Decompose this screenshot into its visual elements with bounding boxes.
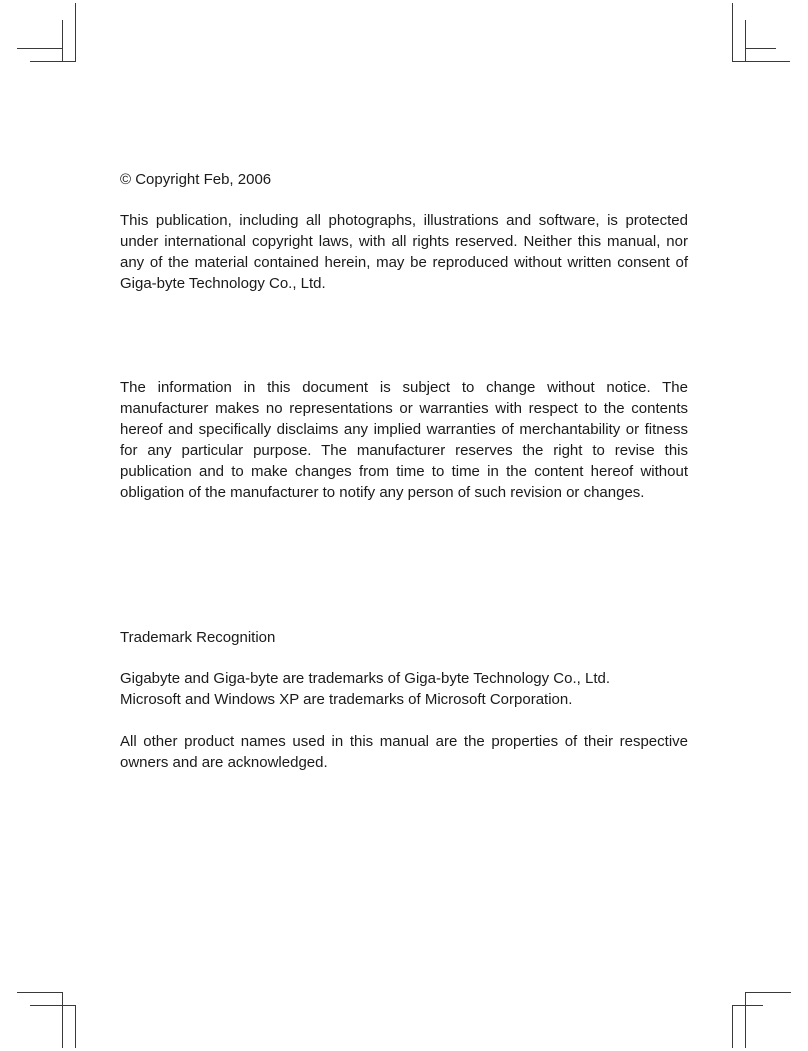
crop-mark-bottom-left-outer-horizontal [30, 1005, 76, 1006]
copyright-statement: This publication, including all photographs, illustrations and software, is protected under international copyright laws, with all rights reserved. Neither this manual, nor any of the material contained herein, may be reproduced without written consent of Giga-byte Technology Co., Ltd. [120, 212, 688, 292]
crop-mark-top-left-horizontal [17, 48, 63, 49]
crop-mark-top-right-outer-horizontal [732, 61, 790, 62]
copyright-line: © Copyright Feb, 2006 [120, 171, 272, 188]
crop-mark-top-right-horizontal [745, 48, 776, 49]
crop-mark-bottom-right-outer-horizontal [732, 1005, 763, 1006]
crop-mark-top-left-outer-horizontal [30, 61, 76, 62]
crop-mark-top-right-vertical [732, 3, 733, 61]
trademark-gigabyte: Gigabyte and Giga-byte are trademarks of Giga-byte Technology Co., Ltd. [120, 670, 610, 687]
trademark-other-products: All other product names used in this manual are the properties of their respective owners and are acknowledged. [120, 733, 688, 771]
crop-mark-top-right-inner-vertical [745, 20, 746, 61]
crop-mark-bottom-left-inner-vertical [62, 992, 63, 1048]
crop-mark-bottom-left-vertical [75, 1005, 76, 1048]
disclaimer-paragraph: The information in this document is subject to change without notice. The manufacturer makes no representations or warranties with respect to the contents hereof and specifically disclaims any implied warranties of merchantability or fitness for any particular purpose. The manufacturer reserves the right to revise this publication and to make changes from time to time in the content hereof without obligation of the manufacturer to notify any person of such revision or changes. [120, 379, 688, 501]
crop-mark-top-left-inner-vertical [62, 20, 63, 61]
crop-mark-bottom-right-inner-vertical [745, 992, 746, 1048]
crop-mark-top-left-vertical [75, 3, 76, 61]
crop-mark-bottom-right-horizontal [745, 992, 791, 993]
crop-mark-bottom-left-horizontal [17, 992, 63, 993]
trademark-heading: Trademark Recognition [120, 629, 276, 646]
trademark-microsoft: Microsoft and Windows XP are trademarks of Microsoft Corporation. [120, 691, 573, 708]
crop-mark-bottom-right-vertical [732, 1005, 733, 1048]
